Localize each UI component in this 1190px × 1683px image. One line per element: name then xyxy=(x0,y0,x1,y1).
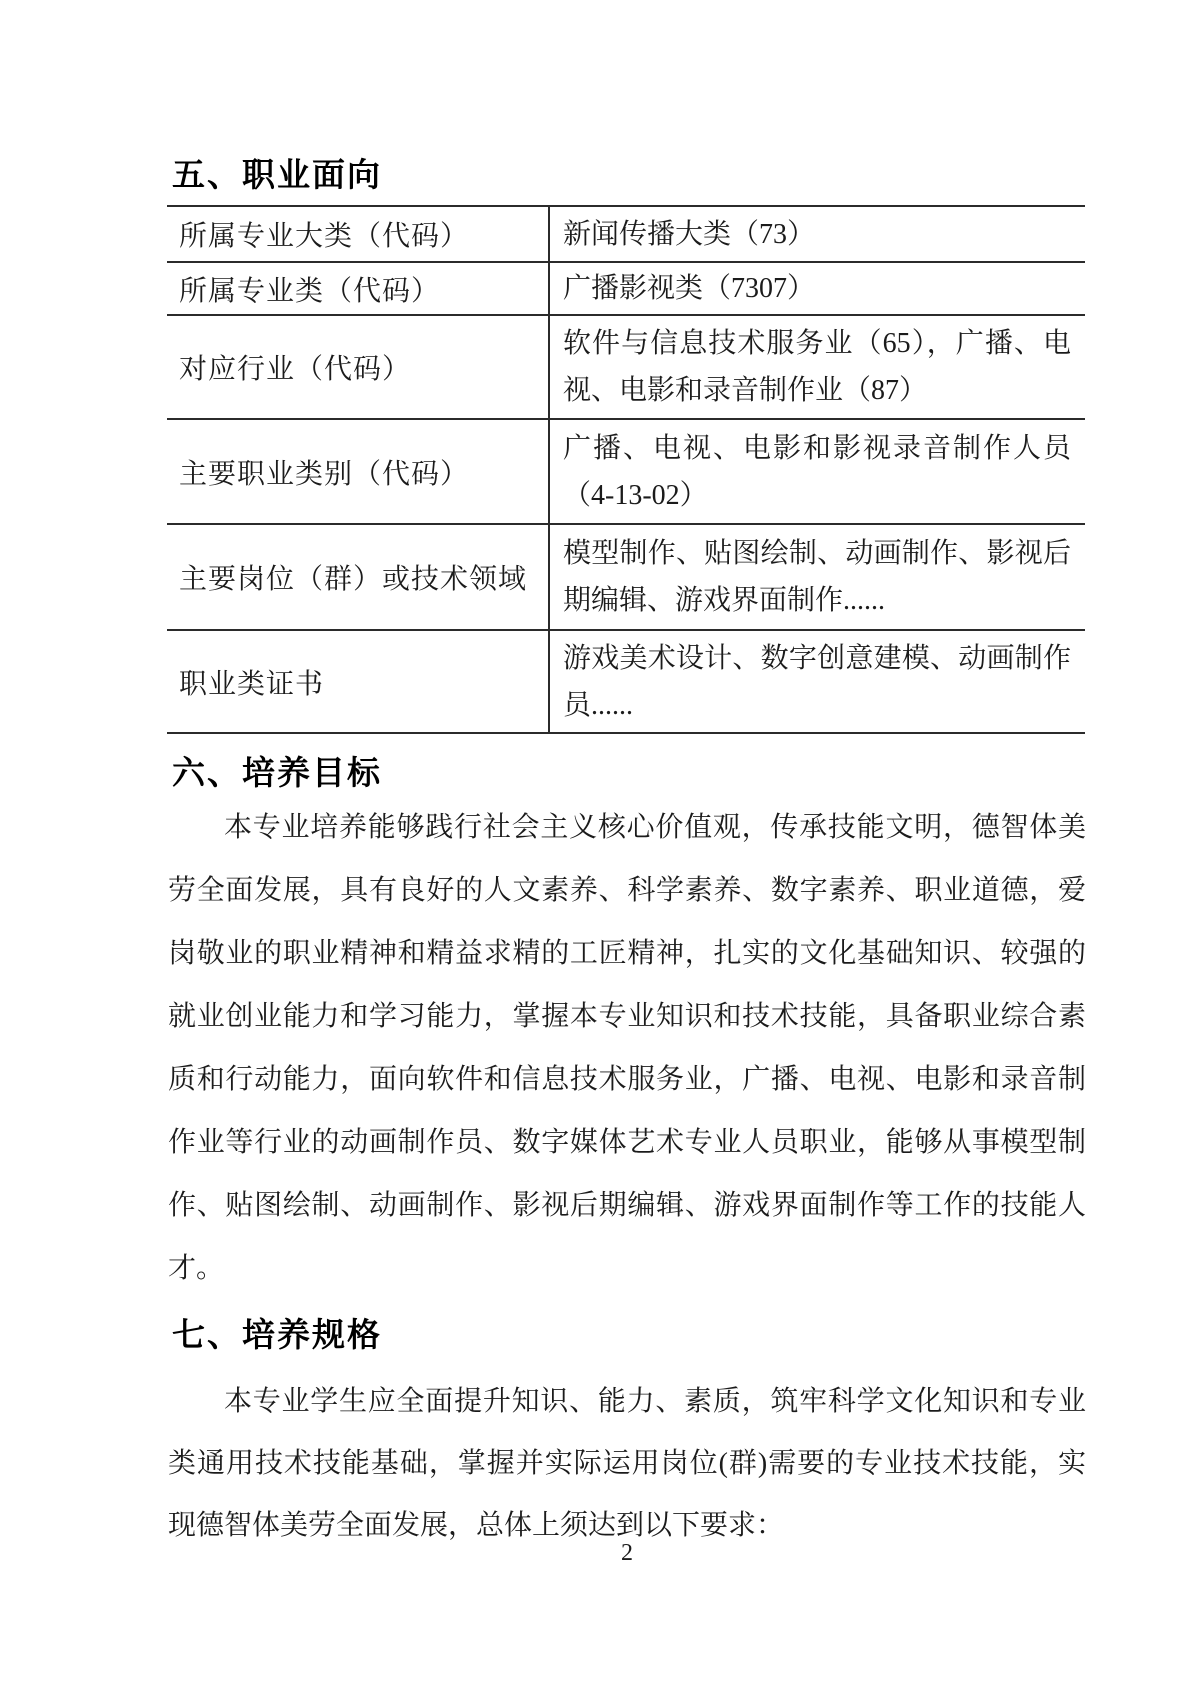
career-orientation-table xyxy=(167,205,1085,734)
text-line: 作、贴图绘制、动画制作、影视后期编辑、游戏界面制作等工作的技能人 xyxy=(168,1190,1086,1221)
table-row xyxy=(167,631,1085,734)
table-row xyxy=(167,207,1085,263)
text-line: 现德智体美劳全面发展，总体上须达到以下要求： xyxy=(168,1510,785,1541)
text-line: （4-13-02） xyxy=(563,479,708,511)
text-line: 新闻传播大类（73） xyxy=(563,218,816,250)
table-row xyxy=(167,420,1085,525)
row-label: 职业类证书 xyxy=(167,631,550,732)
text-line: 才。 xyxy=(168,1253,225,1284)
training-objectives-paragraph xyxy=(168,796,1086,1300)
text-line: 作业等行业的动画制作员、数字媒体艺术专业人员职业，能够从事模型制 xyxy=(168,1127,1086,1158)
text-line: 游戏美术设计、数字创意建模、动画制作 xyxy=(563,642,1071,674)
table-row xyxy=(167,525,1085,631)
text-line: 本专业学生应全面提升知识、能力、素质，筑牢科学文化知识和专业 xyxy=(224,1386,1086,1417)
text-line: 类通用技术技能基础，掌握并实际运用岗位(群)需要的专业技术技能，实 xyxy=(168,1448,1086,1479)
text-line: 员...... xyxy=(563,689,634,721)
row-value xyxy=(550,316,1085,418)
text-line: 广播影视类（7307） xyxy=(563,273,816,304)
page-number: 2 xyxy=(621,1540,633,1566)
text-line: 模型制作、贴图绘制、动画制作、影视后 xyxy=(563,538,1071,569)
text-line: 质和行动能力，面向软件和信息技术服务业，广播、电视、电影和录音制 xyxy=(168,1064,1086,1095)
row-label: 主要岗位（群）或技术领域 xyxy=(167,525,550,629)
training-specifications-paragraph xyxy=(168,1371,1086,1557)
row-value xyxy=(550,420,1085,523)
row-label: 所属专业大类（代码） xyxy=(167,207,550,261)
table-row xyxy=(167,316,1085,420)
text-line: 视、电影和录音制作业（87） xyxy=(563,375,928,406)
text-line: 软件与信息技术服务业（65），广播、电 xyxy=(563,328,1071,359)
row-value xyxy=(550,631,1085,732)
row-value xyxy=(550,525,1085,629)
text-line: 期编辑、游戏界面制作...... xyxy=(563,585,886,616)
row-label: 所属专业类（代码） xyxy=(167,263,550,314)
text-line: 岗敬业的职业精神和精益求精的工匠精神，扎实的文化基础知识、较强的 xyxy=(168,938,1086,969)
row-label: 对应行业（代码） xyxy=(167,316,550,418)
text-line: 广播、电视、电影和影视录音制作人员 xyxy=(563,432,1071,464)
section-heading-training-objectives: 六、培养目标 xyxy=(172,754,382,791)
text-line: 劳全面发展，具有良好的人文素养、科学素养、数字素养、职业道德，爱 xyxy=(168,875,1086,906)
text-line: 本专业培养能够践行社会主义核心价值观，传承技能文明，德智体美 xyxy=(224,812,1086,843)
row-label: 主要职业类别（代码） xyxy=(167,420,550,523)
section-heading-career-orientation: 五、职业面向 xyxy=(172,156,382,193)
row-value xyxy=(550,263,1085,314)
text-line: 就业创业能力和学习能力，掌握本专业知识和技术技能，具备职业综合素 xyxy=(168,1001,1086,1032)
table-row xyxy=(167,263,1085,316)
section-heading-training-specifications: 七、培养规格 xyxy=(172,1316,382,1353)
row-value xyxy=(550,207,1085,261)
